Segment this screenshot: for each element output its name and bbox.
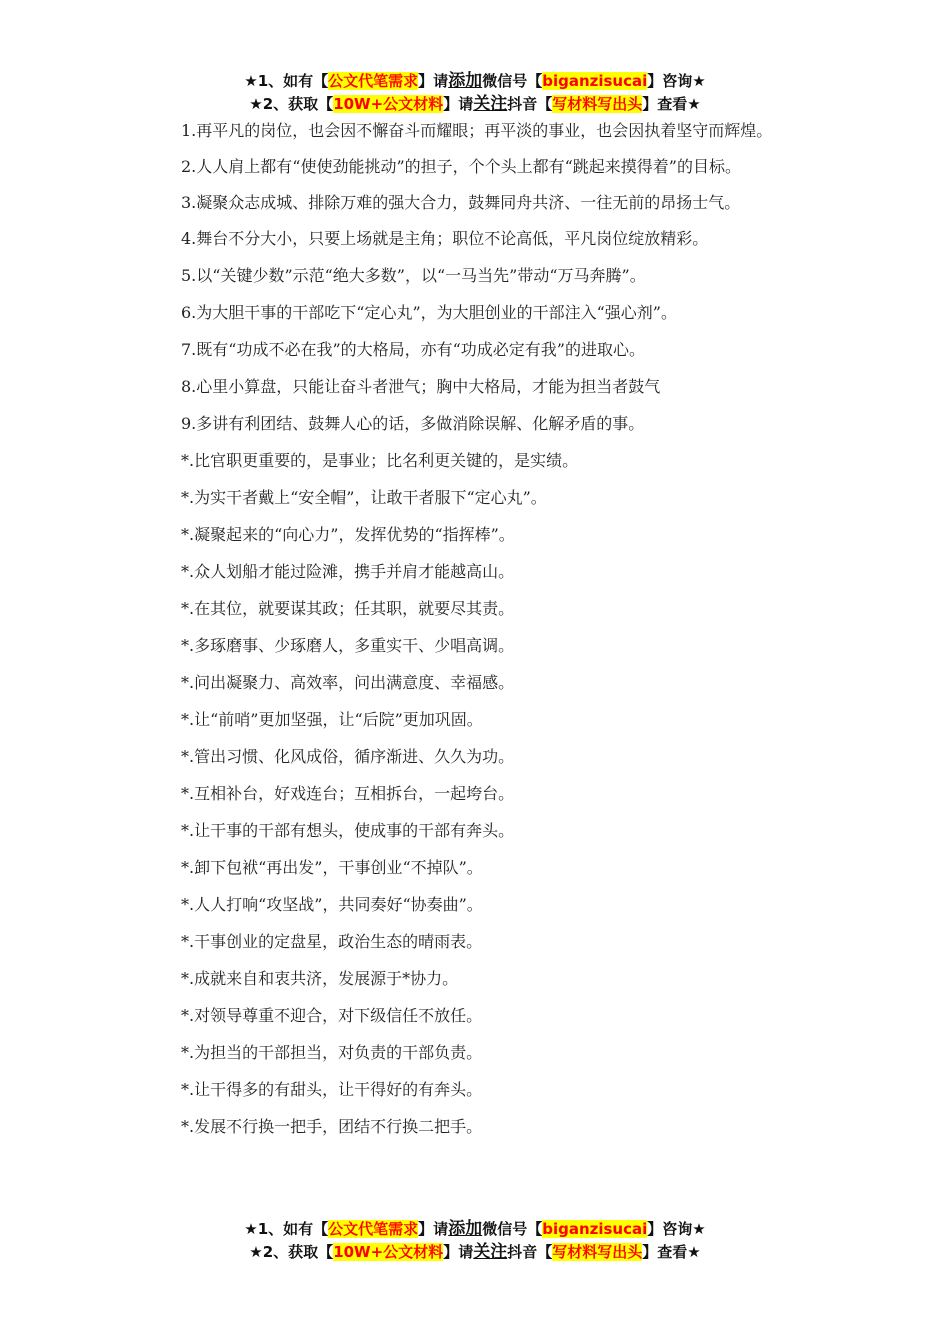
promo-text: 】请	[443, 1243, 474, 1261]
starred-item: *.为实干者戴上“安全帽”，让敢干者服下“定心丸”。	[181, 488, 547, 507]
starred-item: *.问出凝聚力、高效率，问出满意度、幸福感。	[181, 673, 515, 692]
numbered-item: 4.舞台不分大小，只要上场就是主角；职位不论高低，平凡岗位绽放精彩。	[181, 229, 709, 248]
promo-text: ★2、获取【	[249, 1243, 334, 1261]
promo-text: 抖音【	[507, 1243, 553, 1261]
promo-text: 微信号【	[482, 72, 543, 90]
numbered-item: 3.凝聚众志成城、排除万难的强大合力，鼓舞同舟共济、一往无前的昂扬士气。	[181, 193, 741, 212]
promo-emphasis: 添加	[448, 71, 483, 91]
starred-item: *.让干事的干部有想头，使成事的干部有奔头。	[181, 821, 515, 840]
promo-text: 抖音【	[507, 95, 553, 113]
promo-emphasis: 添加	[448, 1219, 483, 1239]
douyin-id-highlight: 写材料写出头	[552, 1243, 643, 1261]
starred-item: *.互相补台，好戏连台；互相拆台，一起垮台。	[181, 784, 515, 803]
numbered-item: 8.心里小算盘，只能让奋斗者泄气；胸中大格局，才能为担当者鼓气	[181, 377, 661, 396]
numbered-item: 1.再平凡的岗位，也会因不懈奋斗而耀眼；再平淡的事业，也会因执着坚守而辉煌。	[181, 121, 773, 140]
promo-text: ★1、如有【	[244, 1220, 329, 1238]
starred-item: *.凝聚起来的“向心力”，发挥优势的“指挥棒”。	[181, 525, 515, 544]
promo-line-2	[0, 93, 950, 116]
starred-item: *.发展不行换一把手，团结不行换二把手。	[181, 1117, 483, 1136]
promo-banner-top	[0, 70, 950, 116]
promo-text: 微信号【	[482, 1220, 543, 1238]
numbered-item: 9.多讲有利团结、鼓舞人心的话，多做消除误解、化解矛盾的事。	[181, 414, 645, 433]
promo-text: 】请	[418, 72, 449, 90]
promo-highlight: 公文代笔需求	[328, 1220, 419, 1238]
starred-item: *.对领导尊重不迎合，对下级信任不放任。	[181, 1006, 483, 1025]
numbered-item: 2.人人肩上都有“使使劲能挑动”的担子，个个头上都有“跳起来摸得着”的目标。	[181, 157, 741, 176]
wechat-id-highlight: biganzisucai	[542, 1220, 648, 1238]
numbered-item: 6.为大胆干事的干部吃下“定心丸”，为大胆创业的干部注入“强心剂”。	[181, 303, 677, 322]
promo-highlight: 10W+公文材料	[333, 95, 444, 113]
promo-text: 】查看★	[642, 95, 701, 113]
promo-banner-bottom	[0, 1218, 950, 1264]
starred-item: *.人人打响“攻坚战”，共同奏好“协奏曲”。	[181, 895, 483, 914]
starred-item: *.让干得多的有甜头，让干得好的有奔头。	[181, 1080, 483, 1099]
starred-item: *.让“前哨”更加坚强，让“后院”更加巩固。	[181, 710, 483, 729]
douyin-id-highlight: 写材料写出头	[552, 95, 643, 113]
promo-text: 】查看★	[642, 1243, 701, 1261]
document-body	[145, 118, 810, 1151]
starred-item: *.管出习惯、化风成俗，循序渐进、久久为功。	[181, 747, 515, 766]
promo-highlight: 10W+公文材料	[333, 1243, 444, 1261]
starred-item: *.在其位，就要谋其政；任其职，就要尽其责。	[181, 599, 515, 618]
promo-text: 】请	[443, 95, 474, 113]
promo-emphasis: 关注	[473, 94, 508, 114]
promo-text: 】咨询★	[647, 1220, 706, 1238]
starred-item: *.成就来自和衷共济，发展源于*协力。	[181, 969, 459, 988]
promo-highlight: 公文代笔需求	[328, 72, 419, 90]
promo-line-2	[0, 1241, 950, 1264]
promo-emphasis: 关注	[473, 1242, 508, 1262]
starred-item: *.卸下包袱“再出发”，干事创业“不掉队”。	[181, 858, 483, 877]
promo-text: 】请	[418, 1220, 449, 1238]
promo-text: ★1、如有【	[244, 72, 329, 90]
promo-line-1	[0, 1218, 950, 1241]
starred-item: *.干事创业的定盘星，政治生态的晴雨表。	[181, 932, 483, 951]
numbered-item: 5.以“关键少数”示范“绝大多数”，以“一马当先”带动“万马奔腾”。	[181, 266, 646, 285]
numbered-item: 7.既有“功成不必在我”的大格局，亦有“功成必定有我”的进取心。	[181, 340, 645, 359]
promo-line-1	[0, 70, 950, 93]
starred-item: *.为担当的干部担当，对负责的干部负责。	[181, 1043, 483, 1062]
starred-item: *.众人划船才能过险滩，携手并肩才能越高山。	[181, 562, 515, 581]
promo-text: 】咨询★	[647, 72, 706, 90]
promo-text: ★2、获取【	[249, 95, 334, 113]
wechat-id-highlight: biganzisucai	[542, 72, 648, 90]
starred-item: *.比官职更重要的，是事业；比名利更关键的，是实绩。	[181, 451, 579, 470]
starred-item: *.多琢磨事、少琢磨人，多重实干、少唱高调。	[181, 636, 515, 655]
